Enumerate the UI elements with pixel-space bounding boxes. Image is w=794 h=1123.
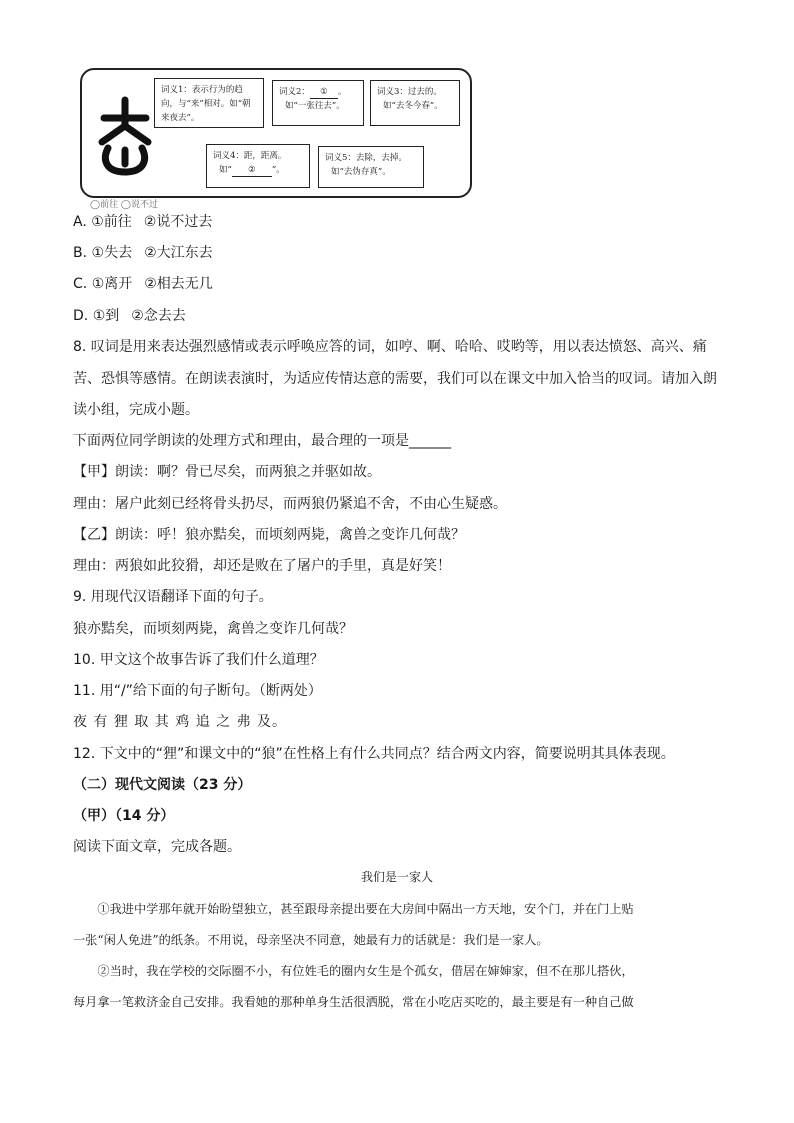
article-p1-line-1: ①我进中学那年就开始盼望独立，甚至跟母亲提出要在大房间中隔出一方天地，安个门，并在门上贴 <box>97 902 634 916</box>
definition-box-4: 词义4：距，距离。 如“ ② ”。 <box>206 144 310 188</box>
definition-2-example: 如“一张往去”。 <box>285 101 345 111</box>
q8-line-1: 8. 叹词是用来表达强烈感情或表示呼唤应答的词，如哼、啊、哈哈、哎哟等，用以表达愤怒、高兴、痛 <box>73 339 707 355</box>
q8-jia-reason: 理由：屠户此刻已经将骨头扔尽，而两狼仍紧追不舍，不由心生疑惑。 <box>73 496 507 512</box>
figure-cropped-text: ◯前往 ◯说不过 <box>90 200 159 210</box>
article-title: 我们是一家人 <box>360 870 433 884</box>
option-d: D. ①到 ②念去去 <box>73 308 186 324</box>
q8-line-4: 下面两位同学朗读的处理方式和理由，最合理的一项是______ <box>73 433 451 449</box>
definition-box-1 <box>154 78 264 128</box>
q8-yi-reading: 【乙】朗读：呼！狼亦黠矣，而顷刻两毙，禽兽之变诈几何哉？ <box>73 527 465 543</box>
definition-4-example: 如“ ② ”。 <box>219 165 285 175</box>
option-b: B. ①失去 ②大江东去 <box>73 245 213 261</box>
definition-box-2 <box>272 80 364 126</box>
blank-1: ① <box>310 86 338 99</box>
section-instruction: 阅读下面文章，完成各题。 <box>73 839 241 855</box>
seal-script-qu-glyph <box>94 96 156 178</box>
q9-line-2: 狼亦黠矣，而顷刻两毙，禽兽之变诈几何哉？ <box>73 621 353 637</box>
q8-jia-reading: 【甲】朗读：啊？骨已尽矣，而两狼之并驱如故。 <box>73 464 381 480</box>
blank-2: ② <box>232 164 272 177</box>
q8-line-2: 苦、恐惧等感情。在朗读表演时，为适应传情达意的需要，我们可以在课文中加入恰当的叹词。请加入朗 <box>73 371 717 387</box>
q9-line-1: 9. 用现代汉语翻译下面的句子。 <box>73 589 273 605</box>
article-p2-line-1: ②当时，我在学校的交际圈不小，有位姓毛的圈内女生是个孤女，借居在婶婶家，但不在那儿搭伙， <box>97 964 634 978</box>
q10: 10. 甲文这个故事告诉了我们什么道理？ <box>73 652 324 668</box>
definition-1-text: 词义1：表示行为的趋向，与“来”相对。如“朝来夜去”。 <box>161 85 251 123</box>
q8-line-3: 读小组，完成小题。 <box>73 402 199 418</box>
definition-box-5: 词义5：去除，去掉。 如“去伪存真”。 <box>318 146 424 188</box>
option-c: C. ①离开 ②相去无几 <box>73 276 213 292</box>
definition-box-3: 词义3：过去的。 如“去冬今春”。 <box>370 80 460 126</box>
q12: 12. 下文中的“狸”和课文中的“狼”在性格上有什么共同点？结合两文内容，简要说明其具体表现。 <box>73 746 675 762</box>
q11-line-2: 夜 有 狸 取 其 鸡 追 之 弗 及。 <box>73 714 288 730</box>
section-heading: （二）现代文阅读（23 分） <box>73 777 252 793</box>
q11-line-1: 11. 用“/”给下面的句子断句。（断两处） <box>73 683 322 699</box>
q8-yi-reason: 理由：两狼如此狡猾，却还是败在了屠户的手里，真是好笑！ <box>73 558 451 574</box>
article-p2-line-2: 每月拿一笔救济金自己安排。我看她的那种单身生活很洒脱，常在小吃店买吃的，最主要是有一种自己做 <box>73 995 634 1009</box>
section-subheading: （甲）（14 分） <box>73 808 175 824</box>
definition-figure <box>80 68 472 198</box>
article-p1-line-2: 一张“闲人免进”的纸条。不用说，母亲坚决不同意，她最有力的话就是：我们是一家人。 <box>73 933 549 947</box>
option-a: A. ①前往 ②说不过去 <box>73 214 213 230</box>
definition-2-line: 词义2： ① 。 <box>279 87 347 97</box>
